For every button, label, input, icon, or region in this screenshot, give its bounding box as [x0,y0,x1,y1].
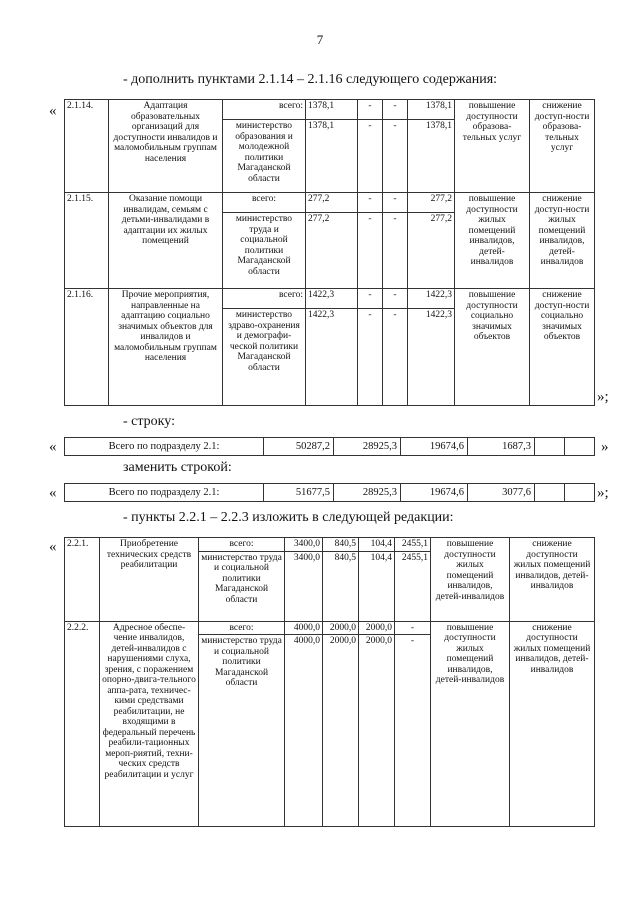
value-total: 1378,1 [306,100,358,120]
heading-row-label: - строку: [123,414,175,429]
value-total: 3400,0 [285,538,323,552]
page-number: 7 [316,32,324,47]
value-total: 1378,1 [306,120,358,193]
value-regional: 104,4 [359,538,395,552]
value-other: 277,2 [408,213,455,289]
summary-empty [535,484,565,502]
result-increase: повышение доступности образова-тельных услуг [455,100,530,193]
table-row [65,100,595,120]
value-regional: 104,4 [359,551,395,621]
summary-regional: 19674,6 [401,438,468,456]
summary-federal: 28925,3 [334,438,401,456]
value-total: 4000,0 [285,621,323,635]
value-total: 277,2 [306,193,358,213]
value-total: 1422,3 [306,289,358,309]
value-federal: - [358,120,383,193]
item-name: Адаптация образовательных организаций для доступности инвалидов и маломобильным группам населения [109,100,223,193]
table-row [65,538,595,552]
summary-regional: 19674,6 [401,484,468,502]
open-quote: « [49,539,57,555]
value-total: 1422,3 [306,309,358,406]
result-increase: повышение доступности жилых помещений инвалидов, детей-инвалидов [431,621,510,827]
value-other: 1422,3 [408,289,455,309]
item-name: Оказание помощи инвалидам, семьям с детьми-инвалидами в адаптации их жилых помещений [109,193,223,289]
item-number: 2.2.1. [65,538,100,622]
value-total: 4000,0 [285,635,323,827]
amendment-table-2 [64,537,595,827]
result-decrease: снижение доступ-ности образова-тельных услуг [530,100,595,193]
summary-other: 3077,6 [468,484,535,502]
value-regional: - [383,193,408,213]
open-quote: « [49,439,57,455]
item-number: 2.1.14. [65,100,109,193]
value-other: 2455,1 [395,551,431,621]
value-federal: 840,5 [323,551,359,621]
item-number: 2.2.2. [65,621,100,827]
executor: всего: [223,289,306,309]
value-other: - [395,621,431,635]
summary-label: Всего по подразделу 2.1: [65,438,264,456]
value-total: 3400,0 [285,551,323,621]
amendment-table-1 [64,99,595,406]
open-quote: « [49,485,57,501]
value-federal: 2000,0 [323,635,359,827]
value-other: 1422,3 [408,309,455,406]
item-number: 2.1.16. [65,289,109,406]
value-other: 1378,1 [408,120,455,193]
executor: министерство труда и социальной политики Магаданской области [199,635,285,827]
result-increase: повышение доступности жилых помещений инвалидов, детей-инвалидов [455,193,530,289]
value-other: 2455,1 [395,538,431,552]
open-quote: « [49,103,57,119]
value-regional: - [383,309,408,406]
result-increase: повышение доступности социально значимых объектов [455,289,530,406]
executor: всего: [199,538,285,552]
value-other: 1378,1 [408,100,455,120]
executor: министерство образования и молодежной политики Магаданской области [223,120,306,193]
summary-empty [535,438,565,456]
value-federal: - [358,100,383,120]
item-name: Адресное обеспе-чение инвалидов, детей-инвалидов с нарушениями слуха, зрения, с поражением опорно-двига-тельного аппа-рата, техничес-кими средствами реабилитации, не входящими в федеральный перечень реабили-тационных мероп-риятий, техни-ческих средств реабилитации и услуг [100,621,199,827]
heading-replace-with: заменить строкой: [123,460,232,475]
table-row [65,193,595,213]
value-regional: - [383,289,408,309]
summary-other: 1687,3 [468,438,535,456]
value-total: 277,2 [306,213,358,289]
value-other: 277,2 [408,193,455,213]
close-quote: »; [597,485,609,501]
result-decrease: снижение доступ-ности социально значимых объектов [530,289,595,406]
value-regional: 2000,0 [359,635,395,827]
result-decrease: снижение доступ-ности жилых помещений инвалидов, детей-инвалидов [530,193,595,289]
value-federal: - [358,193,383,213]
executor: всего: [223,193,306,213]
value-regional: - [383,120,408,193]
table-row [65,621,595,635]
result-decrease: снижение доступности жилых помещений инвалидов, детей-инвалидов [510,538,595,622]
summary-federal: 28925,3 [334,484,401,502]
summary-total: 51677,5 [264,484,334,502]
value-other: - [395,635,431,827]
summary-total: 50287,2 [264,438,334,456]
summary-empty [565,438,595,456]
result-increase: повышение доступности жилых помещений инвалидов, детей-инвалидов [431,538,510,622]
summary-label: Всего по подразделу 2.1: [65,484,264,502]
value-federal: 2000,0 [323,621,359,635]
table-row [65,289,595,309]
close-quote: »; [597,389,609,405]
result-decrease: снижение доступности жилых помещений инвалидов, детей-инвалидов [510,621,595,827]
item-name: Прочие мероприятия, направленные на адаптацию социально значимых объектов для инвалидов и маломобильным группам населения [109,289,223,406]
executor: всего: [223,100,306,120]
heading-add-items: - дополнить пунктами 2.1.14 – 2.1.16 следующего содержания: [123,72,498,87]
heading-items-revision: - пункты 2.2.1 – 2.2.3 изложить в следующей редакции: [123,510,454,525]
item-number: 2.1.15. [65,193,109,289]
value-regional: - [383,100,408,120]
value-federal: - [358,213,383,289]
close-quote: » [601,439,609,455]
value-federal: - [358,289,383,309]
executor: министерство труда и социальной политики Магаданской области [199,551,285,621]
executor: министерство труда и социальной политики Магаданской области [223,213,306,289]
value-regional: 2000,0 [359,621,395,635]
value-federal: 840,5 [323,538,359,552]
summary-row-old [64,437,595,456]
value-federal: - [358,309,383,406]
summary-empty [565,484,595,502]
executor: всего: [199,621,285,635]
summary-row-new [64,483,595,502]
executor: министерство здраво-охранения и демографи-ческой политики Магаданской области [223,309,306,406]
item-name: Приобретение технических средств реабилитации [100,538,199,622]
value-regional: - [383,213,408,289]
